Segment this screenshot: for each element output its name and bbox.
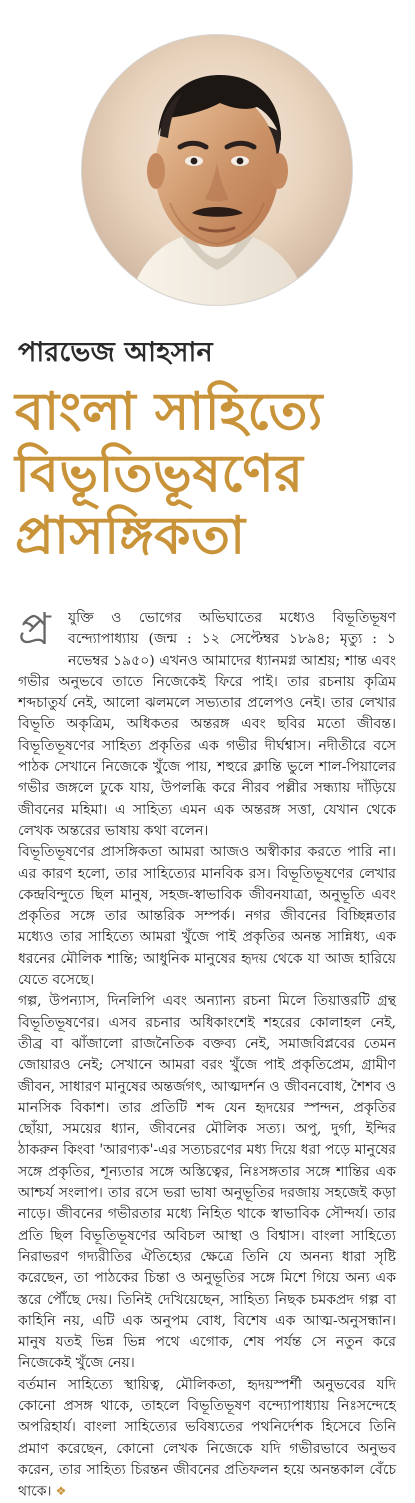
portrait-illustration [82,35,352,305]
article-paragraph-2: বিভূতিভূষণের প্রাসঙ্গিকতা আমরা আজও অস্বীকার করতে পারি না। এর কারণ হলো, তার সাহিত্যের মানবিক রস। বিভূতিভূষণের লেখার কেন্দ্রবিন্দুতে ছিল মানুষ, সহজ-স্বাভাবিক জীবনযাত্রা, অনুভূতি এবং প্রকৃতির সঙ্গে তার আন্তরিক সম্পর্ক। নগর জীবনের বিচ্ছিন্নতার মধ্যেও তার সাহিত্যে আমরা খুঁজে পাই প্রকৃতির অনন্ত সান্নিধ্য, এক ধরনের মৌলিক শান্তি; আধুনিক মানুষের হৃদয় থেকে যা আজ হারিয়ে যেতে বসেছে। [18,844,396,989]
article-paragraph-3: গল্প, উপন্যাস, দিনলিপি এবং অন্যান্য রচনা মিলে তিয়াত্তরটি গ্রন্থ বিভূতিভূষণের। এসব রচনার অধিকাংশেই শহরের কোলাহল নেই, তীব্র বা ঝাঁজালো রাজনৈতিক বক্তব্য নেই, সমাজবিপ্লবের তেমন জোয়ারও নেই; সেখানে আমরা বরং খুঁজে পাই প্রকৃতিপ্রেম, গ্রামীণ জীবন, সাধারণ মানুষের অন্তর্জগৎ, আত্মদর্শন ও জীবনবোধ, শৈশব ও মানসিক বিকাশ। তার প্রতিটি শব্দ যেন হৃদয়ের স্পন্দন, প্রকৃতির ছোঁয়া, সময়ের ধ্যান, জীবনের মৌলিক সত্য। অপু, দুর্গা, ইন্দির ঠাকরুন কিংবা 'আরণ্যক'-এর সত্যচরণের মধ্য দিয়ে ধরা পড়ে মানুষের সঙ্গে প্রকৃতির, শূন্যতার সঙ্গে অস্তিত্বের, নিঃসঙ্গতার সঙ্গে শান্তির এক আশ্চর্য সংলাপ। তার রসে ভরা ভাষা অনুভূতির দরজায় সহজেই কড়া নাড়ে। জীবনের গভীরতার মধ্যে নিহিত থাকে স্বাভাবিক সৌন্দর্য। তার প্রতি ছিল বিভূতিভূষণের অবিচল আস্থা ও বিশ্বাস। বাংলা সাহিত্যে নিরাভরণ গদ্যরীতির ঐতিহ্যের ক্ষেত্রে তিনি যে অনন্য ধারা সৃষ্টি করেছেন, তা পাঠকের চিন্তা ও অনুভূতির সঙ্গে মিশে গিয়ে অন্য এক স্তরে পৌঁছে দেয়। তিনিই দেখিয়েছেন, সাহিত্য নিছক চমকপ্রদ গল্প বা কাহিনি নয়, এটি এক অনুপম বোধ, বিশেষ এক আত্ম-অনুসন্ধান। মানুষ যতই ভিন্ন ভিন্ন পথে এগোক, শেষ পর্যন্ত সে নতুন করে নিজেকেই খুঁজে নেয়। [18,993,396,1372]
paragraph-4-text: বর্তমান সাহিত্যে স্থায়িত্ব, মৌলিকতা, হৃদয়স্পর্শী অনুভবের যদি কোনো প্রসঙ্গ থাকে, তাহলে বিভূতিভূষণ বন্দ্যোপাধ্যায় নিঃসন্দেহে অপরিহার্য। বাংলা সাহিত্যের ভবিষ্যতের পথনির্দেশক হিসেবে তিনি প্রমাণ করেছেন, কোনো লেখক নিজেকে যদি গভীরভাবে অনুভব করেন, তার সাহিত্য চিরন্তন জীবনের প্রতিফলন হয়ে অনন্তকাল বেঁচে থাকে। [18,1376,396,1500]
paragraph-1-text: যুক্তি ও ভোগের অভিঘাতের মধ্যেও বিভূতিভূষণ বন্দ্যোপাধ্যায় (জন্ম : ১২ সেপ্টেম্বর ১৮৯৪; মৃত্যু : ১ নভেম্বর ১৯৫০) এখনও আমাদের ধ্যানমগ্ন আশ্রয়; শান্ত এবং গভীর অনুভবে তাতে নিজেকেই ফিরে পাই। তার রচনায় কৃত্রিম শব্দচাতুর্য নেই, আলো ঝলমলে সভ্যতার প্রলেপও নেই। তার লেখার বিভূতি অকৃত্রিম, অধিকতর অন্তরঙ্গ এবং ছবির মতো জীবন্ত। বিভূতিভূষণের সাহিত্য প্রকৃতির এক গভীর দীর্ঘশ্বাস। নদীতীরে বসে পাঠক সেখানে নিজেকে খুঁজে পায়, শহুরে ক্লান্তি ভুলে শাল-পিয়ালের গভীর জঙ্গলে ঢুকে যায়, উপলব্ধি করে নীরব পল্লীর সন্ধ্যায় দাঁড়িয়ে জীবনের মহিমা। এ সাহিত্য এমন এক অন্তরঙ্গ সত্তা, যেখান থেকে লেখক অন্তরের ভাষায় কথা বলেন। [18,610,396,839]
author-portrait [81,34,353,306]
drop-cap: প্র [18,604,51,655]
article-body [18,604,396,1503]
headline [15,381,407,567]
headline-line-2: বিভূতিভূষণের [15,444,304,504]
headline-line-3: প্রাসঙ্গিকতা [15,506,246,566]
author-byline: পারভেজ আহসান [18,337,213,368]
end-mark-icon: ❖ [55,1484,67,1499]
headline-line-1: বাংলা সাহিত্যে [15,382,323,442]
article-paragraph-1 [18,604,396,842]
article-paragraph-4 [18,1375,396,1503]
